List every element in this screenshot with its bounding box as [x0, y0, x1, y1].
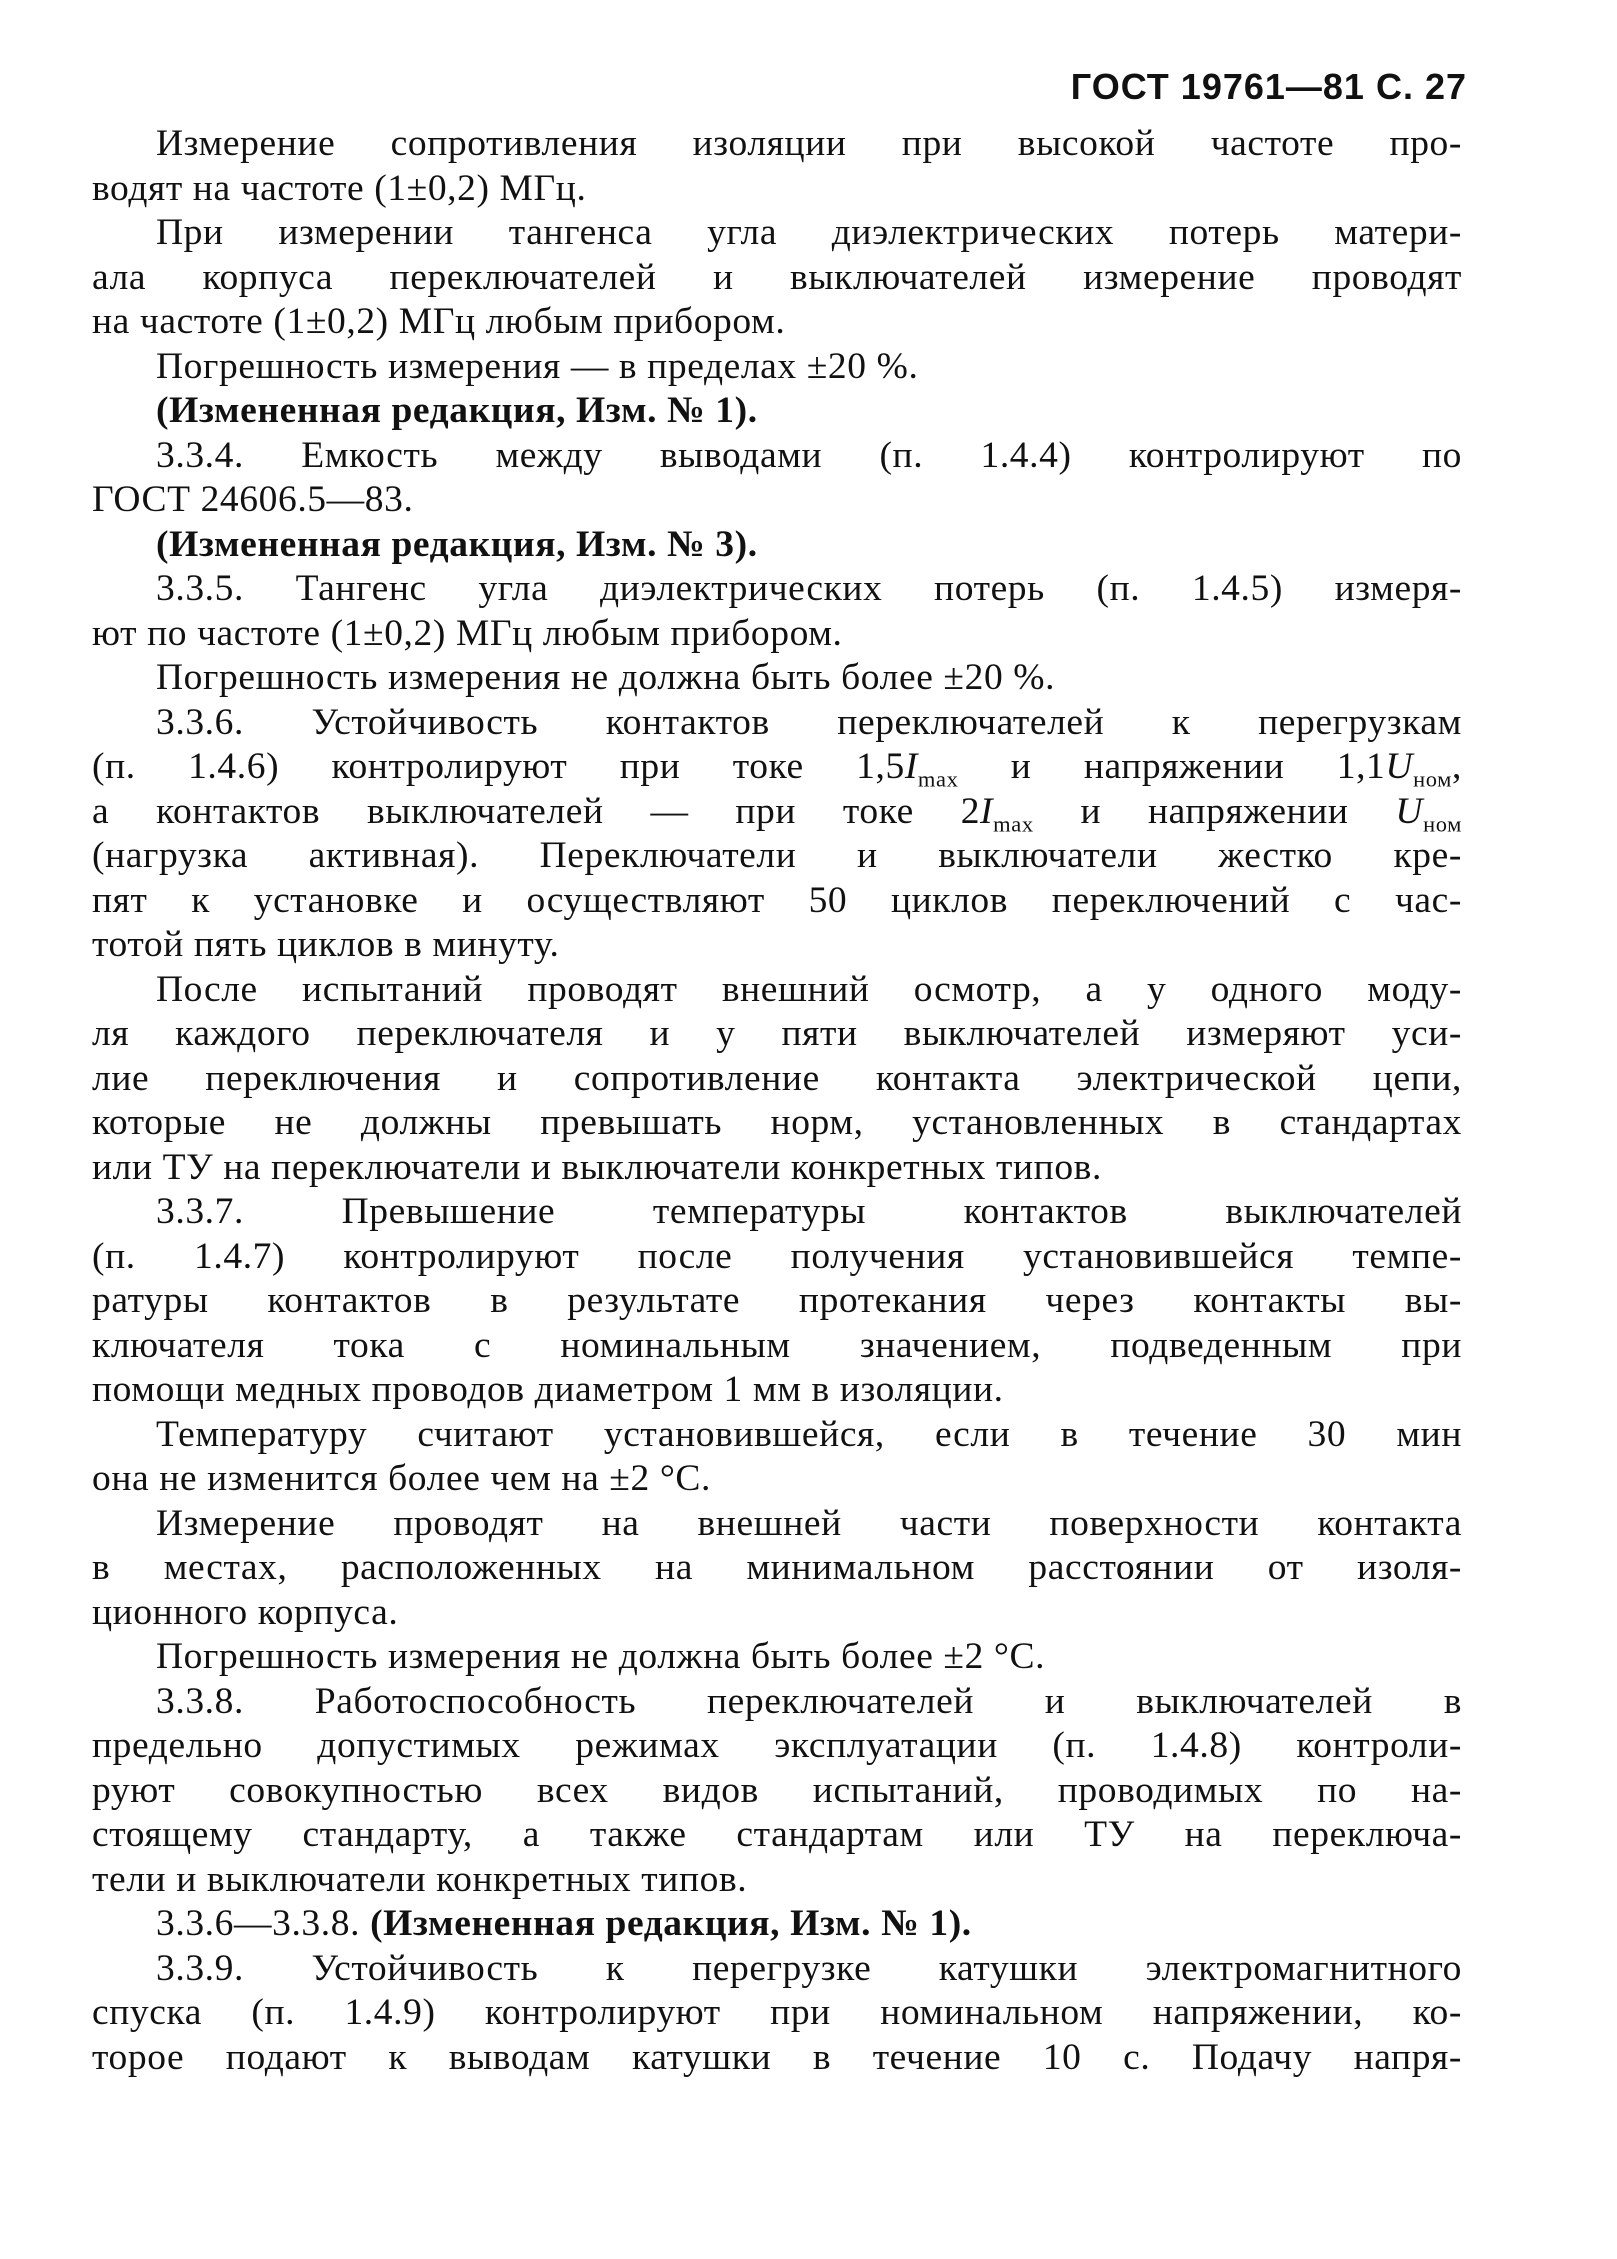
subscript: ном — [1413, 766, 1453, 792]
text-line: При измерении тангенса угла диэлектрических потерь матери- — [156, 212, 1462, 253]
text-line: Измерение сопротивления изоляции при высокой частоте про- — [156, 123, 1462, 164]
text-line: тели и выключатели конкретных типов. — [92, 1858, 748, 1900]
text-line: (нагрузка активная). Переключатели и выключатели жестко кре- — [92, 835, 1462, 876]
subscript: ном — [1423, 811, 1462, 836]
text-line: 3.3.5. Тангенс угла диэлектрических потерь (п. 1.4.5) измеря- — [156, 568, 1462, 609]
text-line: Погрешность измерения не должна быть более ±20 %. — [156, 657, 1056, 698]
text-line: ала корпуса переключателей и выключателей измерение проводят — [92, 256, 1462, 298]
text-line: тотой пять циклов в минуту. — [92, 924, 560, 965]
text-line: руют совокупностью всех видов испытаний, проводимых по на- — [92, 1769, 1462, 1811]
text-line — [92, 745, 1462, 790]
text-segment: I — [980, 790, 994, 832]
text-segment: (п. 1.4.6) контролируют при токе 1,5 — [92, 746, 905, 787]
text-line: ключателя тока с номинальным значением, подведенным при — [92, 1324, 1462, 1366]
text-segment: 3.3.6—3.3.8. — [156, 1903, 371, 1944]
text-line: водят на частоте (1±0,2) МГц. — [92, 167, 587, 209]
text-line: стоящему стандарту, а также стандартам или ТУ на переключа- — [92, 1814, 1462, 1855]
text-line: Температуру считают установившейся, если в течение 30 мин — [156, 1413, 1462, 1455]
text-segment: (Измененная редакция, Изм. № 1). — [370, 1903, 972, 1944]
text-line: (Измененная редакция, Изм. № 1). — [156, 390, 758, 431]
text-line: спуска (п. 1.4.9) контролируют при номинальном напряжении, ко- — [92, 1992, 1462, 2033]
text-line: торое подают к выводам катушки в течение 10 с. Подачу напря- — [92, 2036, 1462, 2078]
text-line — [92, 790, 1462, 835]
page-header: ГОСТ 19761—81 С. 27 — [1070, 66, 1467, 107]
text-line: предельно допустимых режимах эксплуатации (п. 1.4.8) контроли- — [92, 1725, 1462, 1766]
text-segment: U — [1395, 790, 1424, 832]
text-segment: U — [1385, 746, 1414, 787]
text-segment: и напряжении — [1033, 790, 1396, 832]
text-line: которые не должны превышать норм, установленных в стандартах — [92, 1102, 1462, 1143]
subscript: max — [993, 811, 1034, 836]
text-line: Погрешность измерения не должна быть более ±2 °С. — [156, 1636, 1046, 1677]
document-body — [92, 122, 1462, 2080]
text-line: (п. 1.4.7) контролируют после получения установившейся темпе- — [92, 1235, 1462, 1277]
text-line: лие переключения и сопротивление контакта электрической цепи, — [92, 1057, 1462, 1099]
text-line: ционного корпуса. — [92, 1591, 399, 1633]
text-line: она не изменится более чем на ±2 °С. — [92, 1458, 711, 1499]
text-line: или ТУ на переключатели и выключатели конкретных типов. — [92, 1146, 1102, 1188]
text-line: После испытаний проводят внешний осмотр, а у одного моду- — [156, 968, 1462, 1010]
text-line: 3.3.9. Устойчивость к перегрузке катушки электромагнитного — [156, 1947, 1462, 1989]
text-segment: а контактов выключателей — при токе 2 — [92, 790, 981, 832]
text-line: 3.3.4. Емкость между выводами (п. 1.4.4) контролируют по — [156, 434, 1462, 476]
text-line: на частоте (1±0,2) МГц любым прибором. — [92, 301, 786, 342]
text-line — [92, 1902, 1462, 1947]
text-line: (Измененная редакция, Изм. № 3). — [156, 523, 758, 565]
text-line: 3.3.6. Устойчивость контактов переключателей к перегрузкам — [156, 701, 1462, 743]
text-line: 3.3.8. Работоспособность переключателей и выключателей в — [156, 1680, 1462, 1722]
text-line: Погрешность измерения — в пределах ±20 %. — [156, 345, 919, 387]
text-line: ратуры контактов в результате протекания через контакты вы- — [92, 1280, 1462, 1321]
text-line: ют по частоте (1±0,2) МГц любым прибором. — [92, 612, 843, 654]
text-line: пят к установке и осуществляют 50 циклов переключений с час- — [92, 879, 1462, 921]
subscript: max — [917, 766, 959, 792]
text-line: Измерение проводят на внешней части поверхности контакта — [156, 1502, 1462, 1544]
text-line: ля каждого переключателя и у пяти выключателей измеряют уси- — [92, 1013, 1462, 1054]
text-line: в местах, расположенных на минимальном расстоянии от изоля- — [92, 1547, 1462, 1588]
text-line: ГОСТ 24606.5—83. — [92, 479, 414, 520]
text-line: 3.3.7. Превышение температуры контактов выключателей — [156, 1191, 1462, 1232]
text-segment: и напряжении 1,1 — [958, 746, 1386, 787]
text-segment: I — [904, 746, 918, 787]
text-segment: , — [1452, 746, 1462, 787]
text-line: помощи медных проводов диаметром 1 мм в изоляции. — [92, 1369, 1004, 1410]
